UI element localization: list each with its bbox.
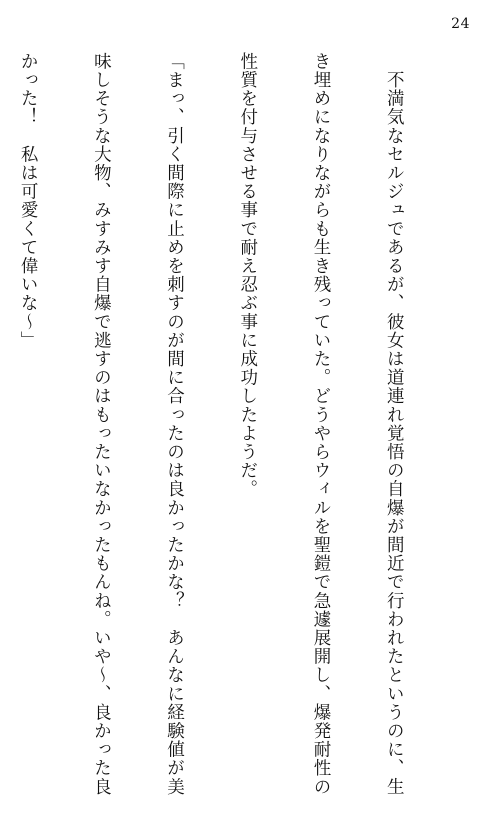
text-line: かった！ 私は可愛くて偉いな～」: [18, 52, 39, 350]
text-line: 味しそうな大物、みすみす自爆で逃すのはもったいなかったもんね。いや～、良かった良: [91, 52, 112, 796]
text-line: き埋めになりながらも生き残っていた。どうやらウィルを聖鎧で急遽展開し、爆発耐性の: [310, 52, 331, 796]
vertical-text-body: [18, 52, 455, 796]
text-line: 不満気なセルジュであるが、彼女は道連れ覚悟の自爆が間近で行われたというのに、生: [384, 52, 405, 796]
page-number: 24: [451, 16, 470, 32]
text-line: 性質を付与させる事で耐え忍ぶ事に成功したようだ。: [237, 52, 258, 499]
text-line: 「まっ、引く間際に止めを刺すのが間に合ったのは良かったかな？ あんなに経験値が美: [164, 52, 185, 796]
